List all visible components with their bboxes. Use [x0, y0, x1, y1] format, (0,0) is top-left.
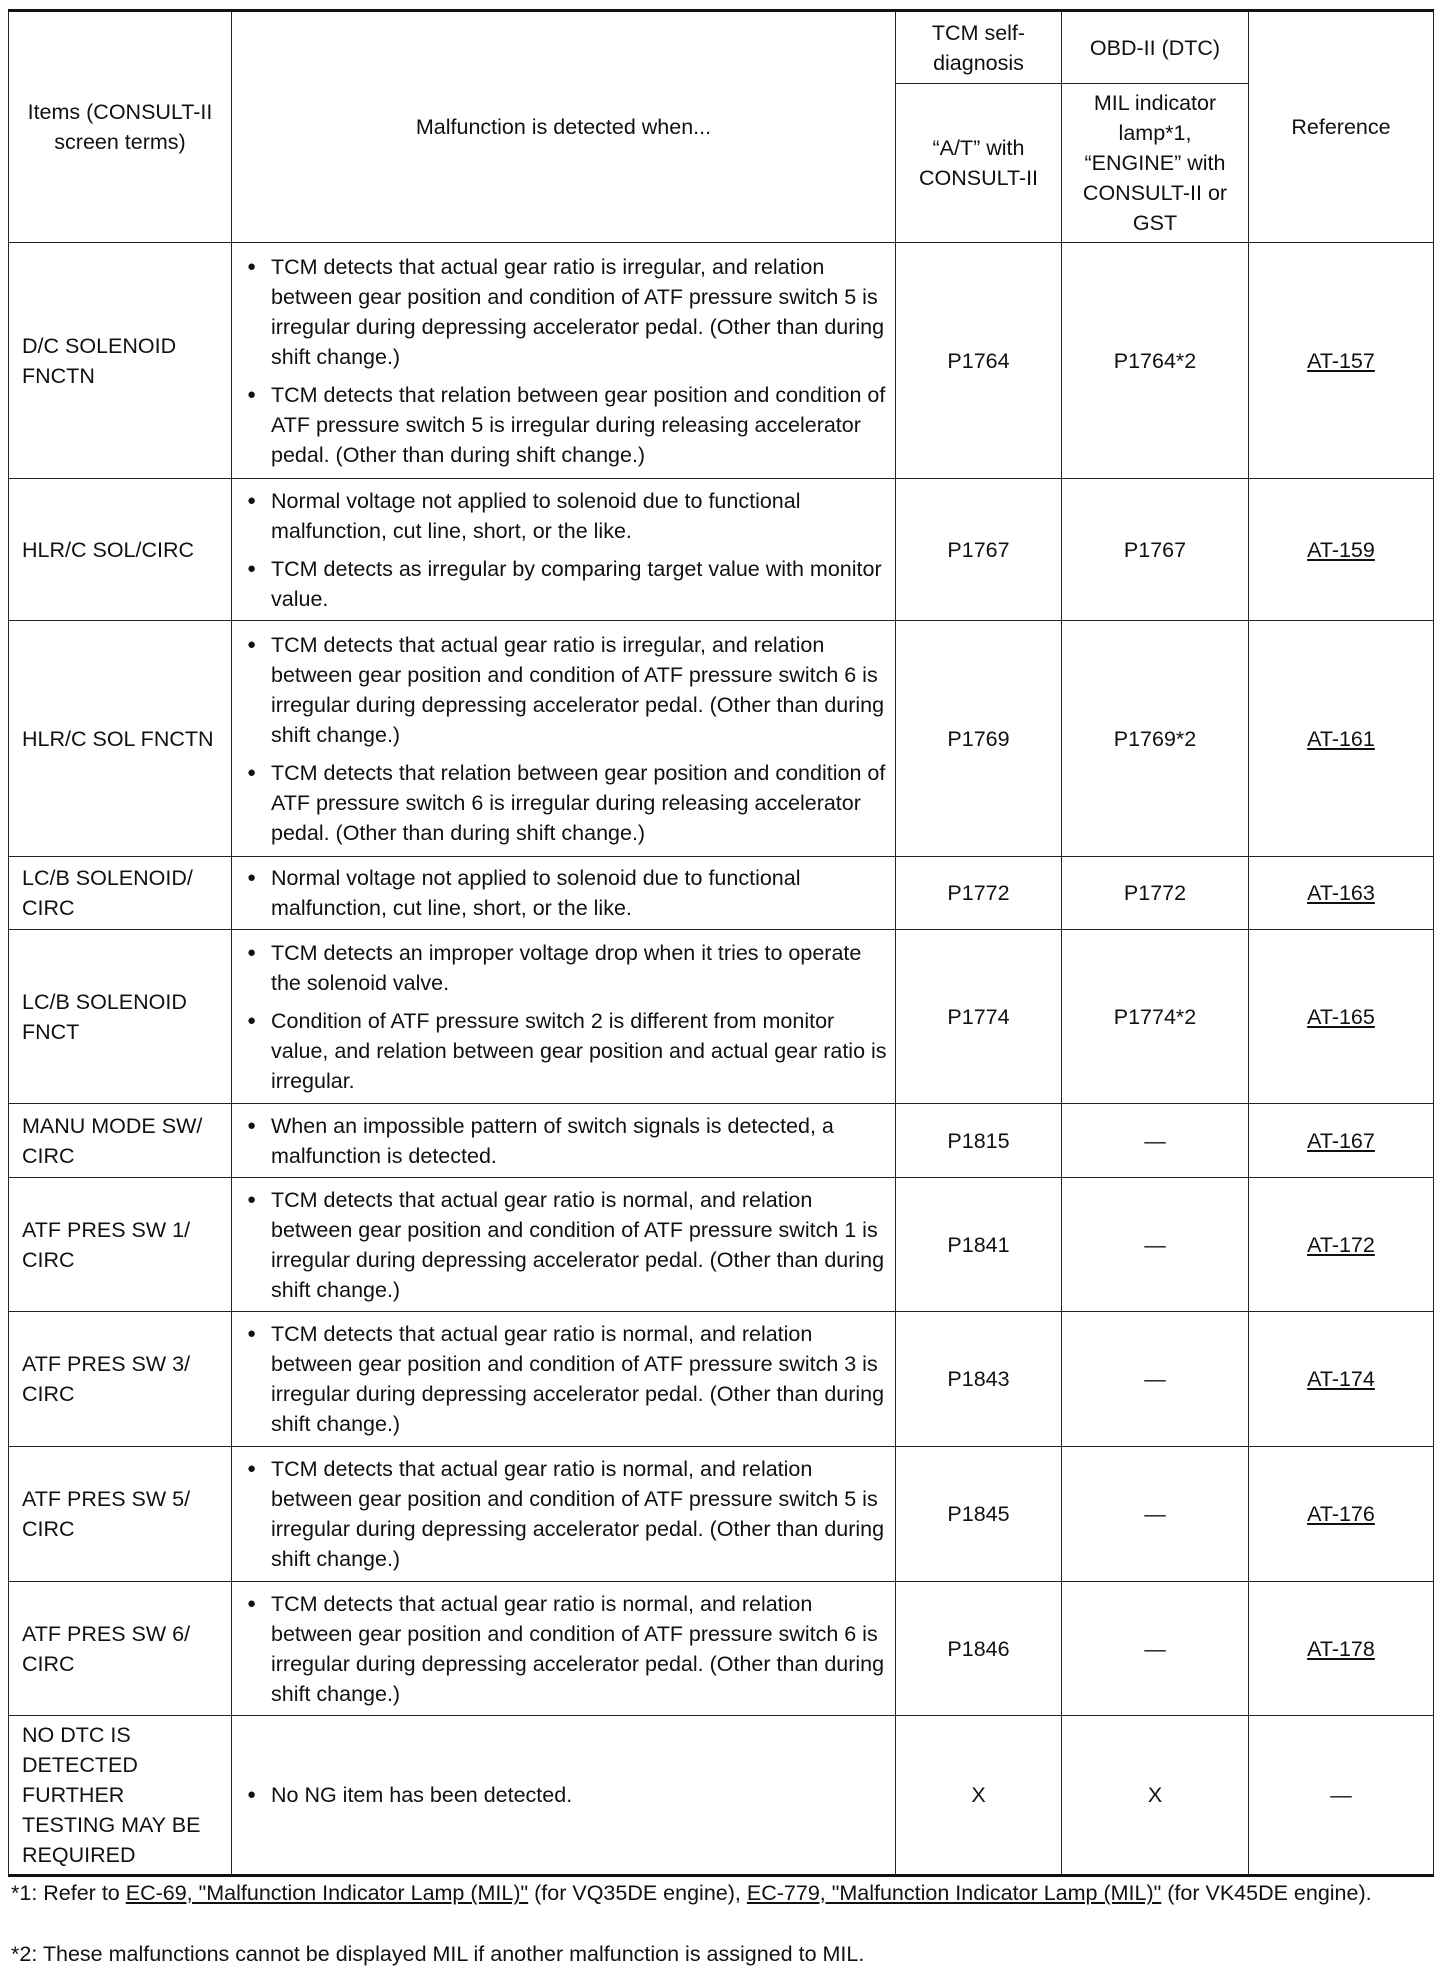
reference-cell: [1249, 930, 1434, 1104]
condition-item: ● TCM detects an improper voltage drop when it tries to operate the solenoid valve.: [244, 938, 887, 998]
header-tcm-self-diagnosis: TCM self-diagnosis: [896, 11, 1062, 84]
item-name: LC/B SOLENOID/ CIRC: [9, 857, 232, 930]
tcm-code: P1846: [896, 1582, 1062, 1716]
header-items: Items (CONSULT-II screen terms): [9, 11, 232, 243]
tcm-code: P1772: [896, 857, 1062, 930]
condition-item: ● TCM detects as irregular by comparing target value with monitor value.: [244, 554, 887, 614]
condition-list: [244, 1780, 887, 1810]
header-at-with-consult: “A/T” with CONSULT-II: [896, 84, 1062, 243]
reference-link[interactable]: AT-163: [1307, 881, 1375, 905]
tcm-code: P1774: [896, 930, 1062, 1104]
table-row: [9, 930, 1434, 1104]
malfunction-conditions: [232, 1716, 896, 1876]
obd-code: —: [1062, 1447, 1249, 1582]
tcm-code: P1767: [896, 479, 1062, 621]
obd-code: P1769*2: [1062, 621, 1249, 857]
condition-item: ● Normal voltage not applied to solenoid due to functional malfunction, cut line, short, or the like.: [244, 863, 887, 923]
item-name: ATF PRES SW 5/ CIRC: [9, 1447, 232, 1582]
obd-code: —: [1062, 1582, 1249, 1716]
reference-cell: [1249, 243, 1434, 479]
tcm-code: P1841: [896, 1178, 1062, 1312]
reference-cell: [1249, 1447, 1434, 1582]
malfunction-conditions: [232, 243, 896, 479]
reference-cell: [1249, 1104, 1434, 1178]
obd-code: —: [1062, 1312, 1249, 1447]
tcm-code: P1764: [896, 243, 1062, 479]
reference-cell: [1249, 1582, 1434, 1716]
malfunction-conditions: [232, 857, 896, 930]
tcm-code: P1843: [896, 1312, 1062, 1447]
table-row: [9, 1447, 1434, 1582]
condition-item: ● TCM detects that relation between gear position and condition of ATF pressure switch 6 is irregular during releasing accelerator pedal. (Other than during shift change.): [244, 758, 887, 848]
footnote-1-suffix: (for VK45DE engine).: [1167, 1881, 1372, 1905]
table-row: [9, 857, 1434, 930]
reference-cell: [1249, 857, 1434, 930]
footnote-1: [11, 1878, 1441, 1908]
reference-link[interactable]: AT-159: [1307, 537, 1375, 562]
tcm-code: P1845: [896, 1447, 1062, 1582]
condition-list: [244, 1319, 887, 1439]
obd-code: X: [1062, 1716, 1249, 1876]
obd-code: P1764*2: [1062, 243, 1249, 479]
reference-link[interactable]: AT-178: [1307, 1636, 1375, 1661]
reference-cell: [1249, 1178, 1434, 1312]
condition-list: [244, 1111, 887, 1171]
tcm-code: X: [896, 1716, 1062, 1876]
item-name: ATF PRES SW 6/ CIRC: [9, 1582, 232, 1716]
condition-item: ● TCM detects that actual gear ratio is normal, and relation between gear position and condition of ATF pressure switch 3 is irregular during depressing accelerator pedal. (Other than during shift change.): [244, 1319, 887, 1439]
condition-item: ● Normal voltage not applied to solenoid due to functional malfunction, cut line, short, or the like.: [244, 486, 887, 546]
table-row: [9, 1312, 1434, 1447]
tcm-code: P1815: [896, 1104, 1062, 1178]
table-row: [9, 243, 1434, 479]
condition-item: ● Condition of ATF pressure switch 2 is different from monitor value, and relation between gear position and actual gear ratio is irregular.: [244, 1006, 887, 1096]
reference-link[interactable]: AT-165: [1307, 1004, 1375, 1029]
table-row: [9, 1582, 1434, 1716]
obd-code: P1772: [1062, 857, 1249, 930]
obd-code: —: [1062, 1178, 1249, 1312]
footnote-1-mid: (for VQ35DE engine),: [534, 1881, 741, 1905]
malfunction-conditions: [232, 1447, 896, 1582]
item-name: LC/B SOLENOID FNCT: [9, 930, 232, 1104]
obd-code: P1767: [1062, 479, 1249, 621]
condition-list: [244, 938, 887, 1096]
condition-list: [244, 486, 887, 614]
obd-code: P1774*2: [1062, 930, 1249, 1104]
header-malfunction: Malfunction is detected when...: [232, 11, 896, 243]
item-name: MANU MODE SW/ CIRC: [9, 1104, 232, 1178]
reference-link[interactable]: AT-157: [1307, 348, 1375, 373]
reference-cell: [1249, 621, 1434, 857]
condition-item: ● No NG item has been detected.: [244, 1780, 887, 1810]
ec-779-link[interactable]: EC-779, "Malfunction Indicator Lamp (MIL)": [746, 1881, 1162, 1905]
condition-item: ● TCM detects that actual gear ratio is normal, and relation between gear position and condition of ATF pressure switch 1 is irregular during depressing accelerator pedal. (Other than during shift change.): [244, 1185, 887, 1305]
item-name: HLR/C SOL/CIRC: [9, 479, 232, 621]
table-row: [9, 1178, 1434, 1312]
footnote-2: *2: These malfunctions cannot be displayed MIL if another malfunction is assigned to MIL.: [11, 1942, 865, 1966]
condition-list: [244, 252, 887, 470]
reference-cell: [1249, 479, 1434, 621]
header-obd-dtc: OBD-II (DTC): [1062, 11, 1249, 84]
item-name: NO DTC IS DETECTED FURTHER TESTING MAY BE REQUIRED: [9, 1716, 232, 1876]
reference-link[interactable]: AT-174: [1307, 1367, 1375, 1391]
table-row: [9, 479, 1434, 621]
condition-item: ● TCM detects that actual gear ratio is normal, and relation between gear position and condition of ATF pressure switch 5 is irregular during depressing accelerator pedal. (Other than during shift change.): [244, 1454, 887, 1574]
malfunction-conditions: [232, 1582, 896, 1716]
reference-link[interactable]: AT-167: [1307, 1128, 1375, 1153]
malfunction-conditions: [232, 1104, 896, 1178]
item-name: ATF PRES SW 1/ CIRC: [9, 1178, 232, 1312]
reference-link[interactable]: AT-161: [1307, 726, 1375, 751]
dtc-table-container: [8, 9, 1433, 1877]
dtc-table: [8, 9, 1434, 1877]
malfunction-conditions: [232, 1178, 896, 1312]
reference-link[interactable]: AT-176: [1307, 1502, 1375, 1526]
malfunction-conditions: [232, 1312, 896, 1447]
reference-none: —: [1330, 1783, 1352, 1807]
condition-item: ● TCM detects that actual gear ratio is irregular, and relation between gear position and condition of ATF pressure switch 5 is irregular during depressing accelerator pedal. (Other than during shift change.): [244, 252, 887, 372]
reference-cell: [1249, 1716, 1434, 1876]
item-name: D/C SOLENOID FNCTN: [9, 243, 232, 479]
condition-item: ● TCM detects that actual gear ratio is normal, and relation between gear position and condition of ATF pressure switch 6 is irregular during depressing accelerator pedal. (Other than during shift change.): [244, 1589, 887, 1709]
condition-list: [244, 863, 887, 923]
dtc-table-body: [9, 243, 1434, 1876]
footnote-1-prefix: *1: Refer to: [11, 1881, 120, 1905]
malfunction-conditions: [232, 930, 896, 1104]
condition-list: [244, 1454, 887, 1574]
table-row: [9, 1104, 1434, 1178]
condition-item: ● TCM detects that actual gear ratio is irregular, and relation between gear position and condition of ATF pressure switch 6 is irregular during depressing accelerator pedal. (Other than during shift change.): [244, 630, 887, 750]
reference-link[interactable]: AT-172: [1307, 1232, 1375, 1257]
table-row: [9, 621, 1434, 857]
malfunction-conditions: [232, 621, 896, 857]
obd-code: —: [1062, 1104, 1249, 1178]
header-mil-indicator: MIL indicator lamp*1, “ENGINE” with CONSULT-II or GST: [1062, 84, 1249, 243]
reference-cell: [1249, 1312, 1434, 1447]
ec-69-link[interactable]: EC-69, "Malfunction Indicator Lamp (MIL)": [125, 1881, 529, 1905]
item-name: HLR/C SOL FNCTN: [9, 621, 232, 857]
tcm-code: P1769: [896, 621, 1062, 857]
condition-list: [244, 630, 887, 848]
header-reference: Reference: [1249, 11, 1434, 243]
condition-item: ● When an impossible pattern of switch signals is detected, a malfunction is detected.: [244, 1111, 887, 1171]
condition-item: ● TCM detects that relation between gear position and condition of ATF pressure switch 5 is irregular during releasing accelerator pedal. (Other than during shift change.): [244, 380, 887, 470]
malfunction-conditions: [232, 479, 896, 621]
item-name: ATF PRES SW 3/ CIRC: [9, 1312, 232, 1447]
table-row: [9, 1716, 1434, 1876]
condition-list: [244, 1589, 887, 1709]
condition-list: [244, 1185, 887, 1305]
